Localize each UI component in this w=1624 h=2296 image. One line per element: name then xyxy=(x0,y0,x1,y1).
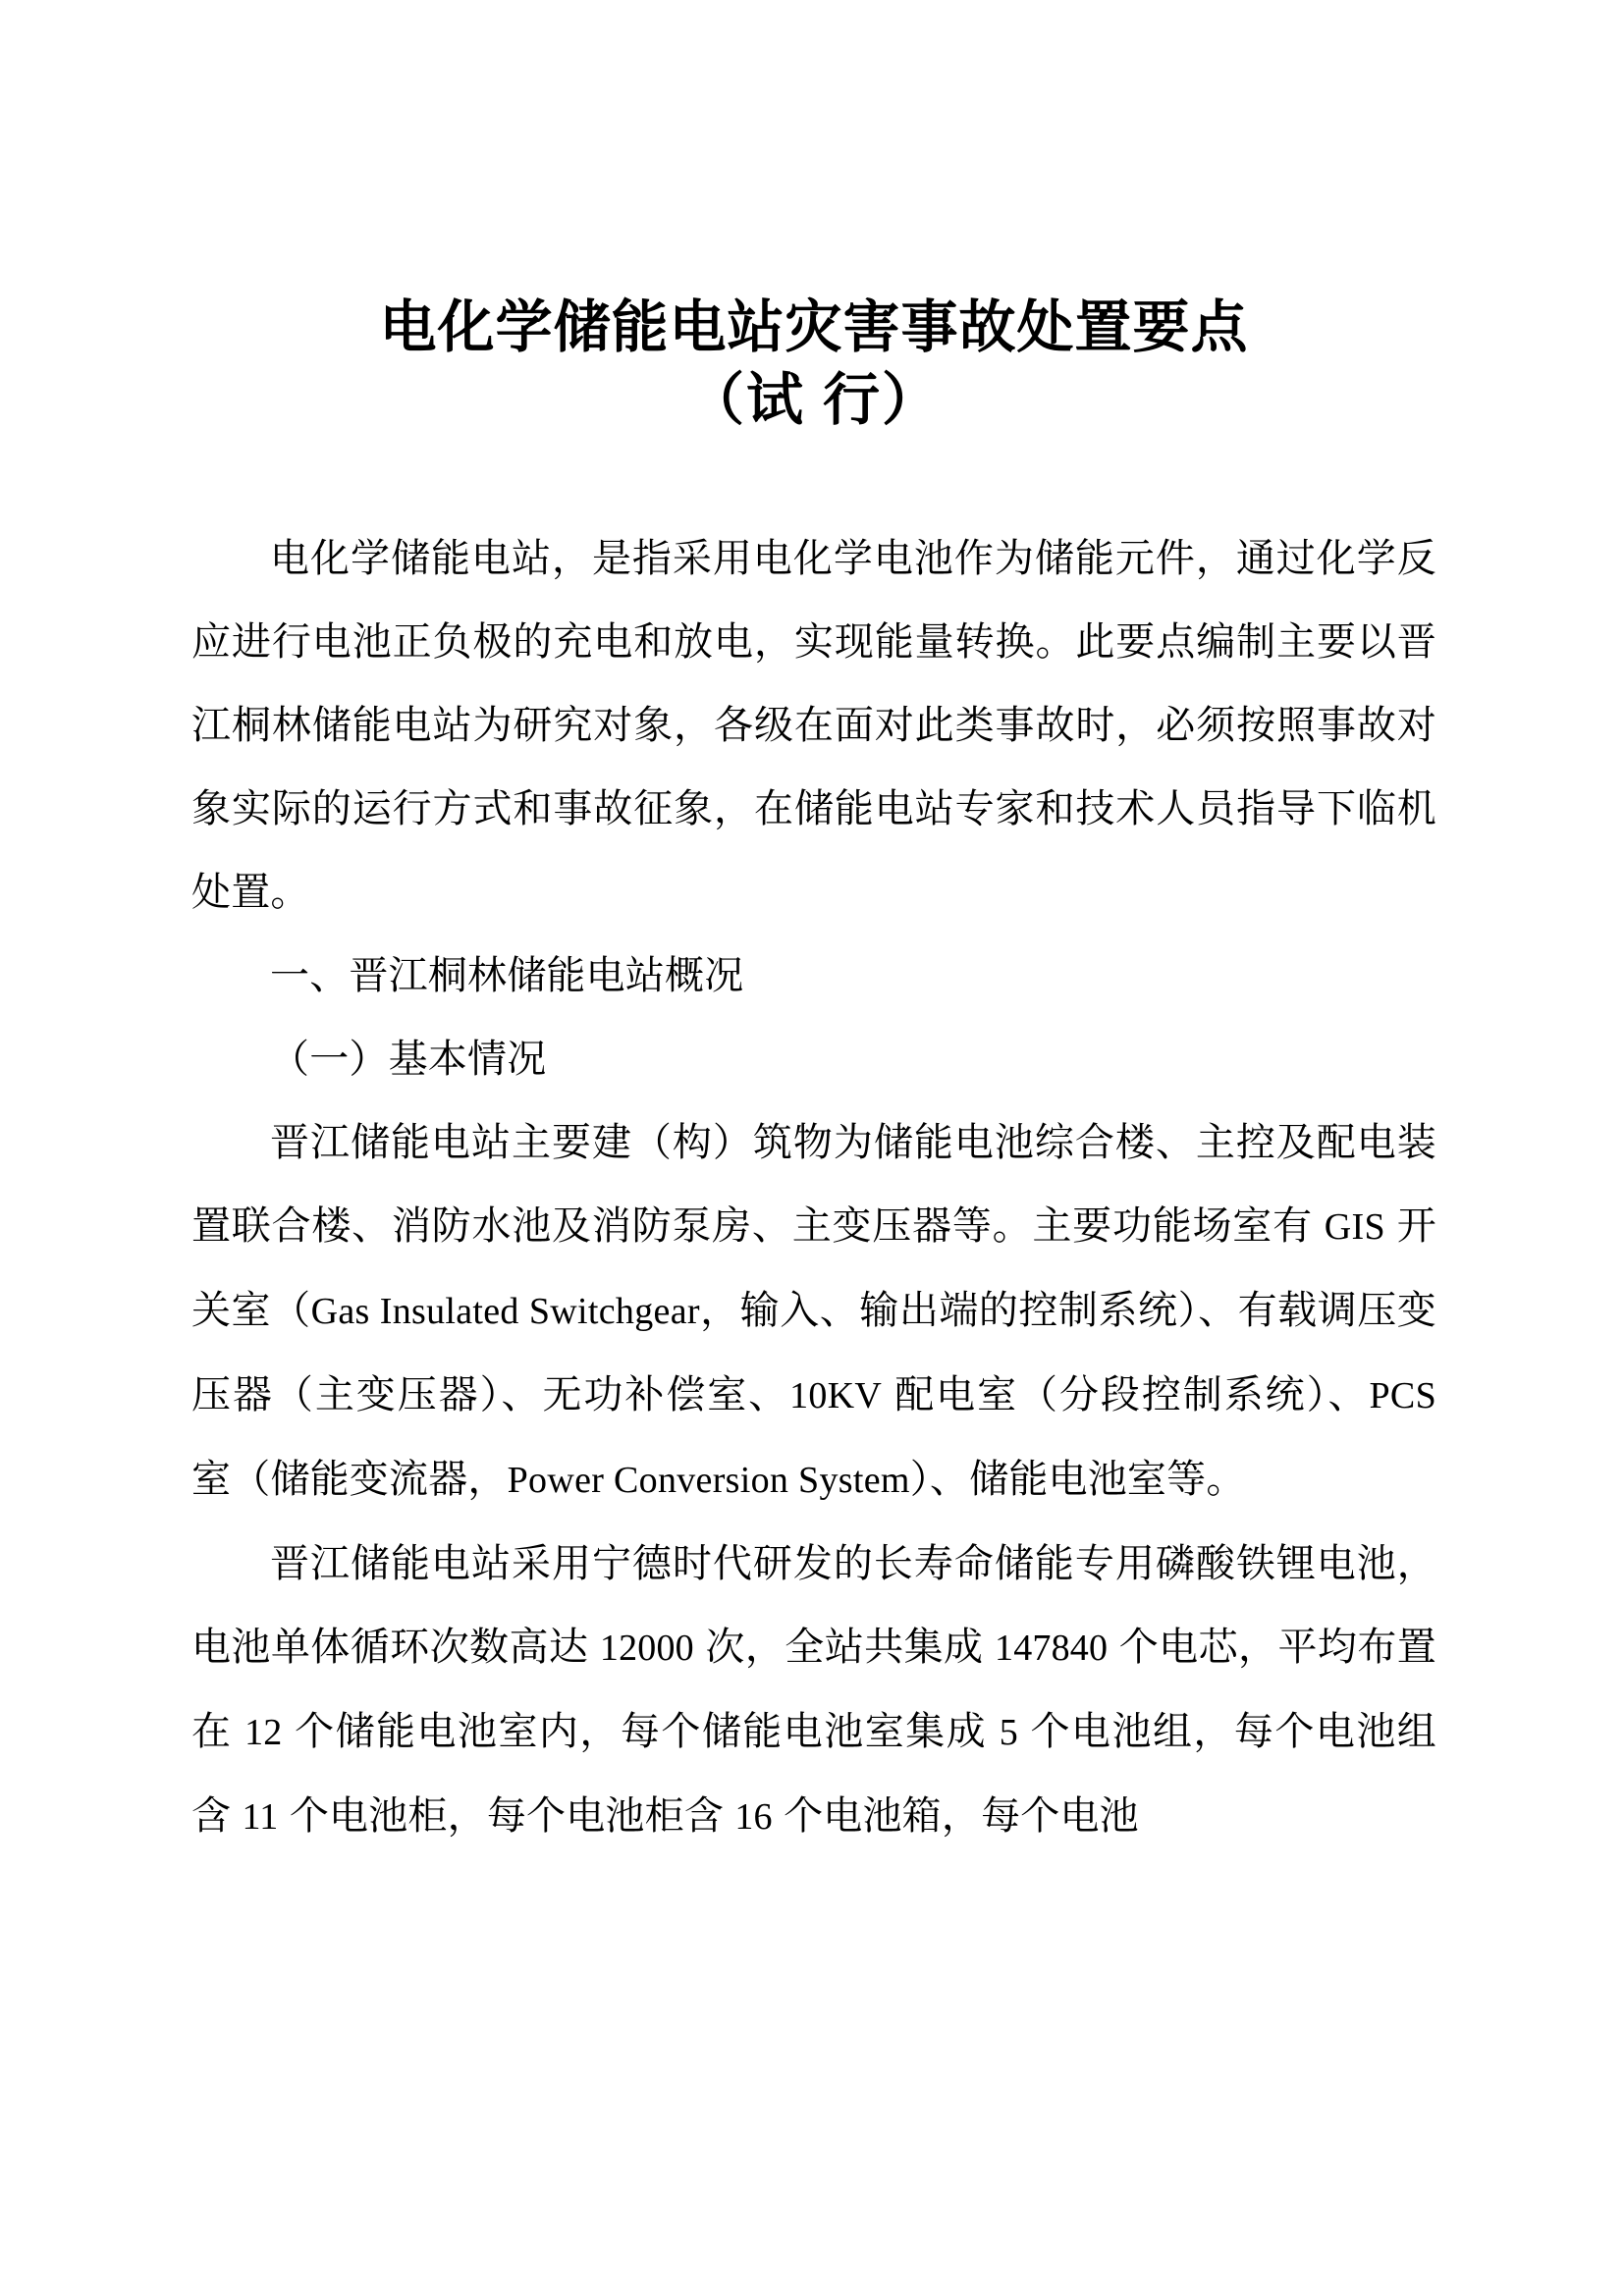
abbrev-pcs: PCS xyxy=(1369,1374,1436,1416)
facility-text-segment-3: 开关室（ xyxy=(191,1203,1437,1332)
battery-cabinet-count-value: 11 xyxy=(242,1795,279,1838)
document-body xyxy=(191,517,1436,1859)
abbrev-gis: GIS xyxy=(1324,1205,1385,1248)
facility-text-segment-7: 配电室（分段控制系统）、 xyxy=(882,1372,1370,1416)
term-gas-insulated-switchgear: Gas Insulated Switchgear xyxy=(310,1290,700,1332)
page-title xyxy=(191,0,1436,435)
subsection-heading-one: （一）基本情况 xyxy=(270,1037,547,1081)
battery-text-segment-13: 个电池箱，每个电池 xyxy=(772,1793,1139,1838)
section-heading-one: 一、晋江桐林储能电站概况 xyxy=(270,953,744,997)
battery-group-count-value: 5 xyxy=(999,1711,1018,1753)
battery-specification-paragraph xyxy=(191,1522,1436,1859)
facility-overview-paragraph xyxy=(191,1101,1436,1522)
facility-text-segment-5: ，输入、输出端的控制系统）、有载调压变压器（主变压器）、无功补偿室、 xyxy=(191,1288,1436,1416)
page-content-column xyxy=(191,0,1436,1859)
document-title-main: 电化学储能电站灾害事故处置要点 xyxy=(379,295,1249,359)
battery-box-count-value: 16 xyxy=(734,1795,773,1838)
battery-room-count-value: 12 xyxy=(244,1711,283,1753)
facility-text-segment-1: 晋江储能电站主要建（构）筑物为储能电池综合楼、主控及配电装置联合楼、消防水池及消防泵房、主变压器等。主要功能场室有 xyxy=(191,1120,1436,1248)
term-power-conversion-system: Power Conversion System xyxy=(507,1459,910,1501)
cycle-count-value: 12000 xyxy=(599,1627,694,1669)
battery-text-segment-11: 个电池柜，每个电池柜含 xyxy=(278,1793,735,1838)
cell-count-value: 147840 xyxy=(995,1627,1109,1669)
battery-text-segment-9: 个电池组，每个电池组含 xyxy=(191,1709,1436,1838)
document-title-subtitle: （试 行） xyxy=(686,368,942,433)
battery-text-segment-3: 次，全站共集成 xyxy=(693,1625,995,1669)
battery-text-segment-5: 个电芯，平均布置在 xyxy=(191,1625,1436,1753)
facility-text-segment-11: ）、储能电池室等。 xyxy=(909,1457,1246,1501)
intro-paragraph: 电化学储能电站，是指采用电化学电池作为储能元件，通过化学反应进行电池正负极的充电和放电，实现能量转换。此要点编制主要以晋江桐林储能电站为研究对象，各级在面对此类事故时，必须按照事故对象实际的运行方式和事故征象，在储能电站专家和技术人员指导下临机处置。 xyxy=(191,536,1436,914)
battery-text-segment-1: 晋江储能电站采用宁德时代研发的长寿命储能专用磷酸铁锂电池，电池单体循环次数高达 xyxy=(191,1541,1436,1669)
facility-text-segment-9: 室（储能变流器， xyxy=(191,1457,508,1501)
voltage-10kv: 10KV xyxy=(789,1374,883,1416)
battery-text-segment-7: 个储能电池室内，每个储能电池室集成 xyxy=(282,1709,1000,1753)
